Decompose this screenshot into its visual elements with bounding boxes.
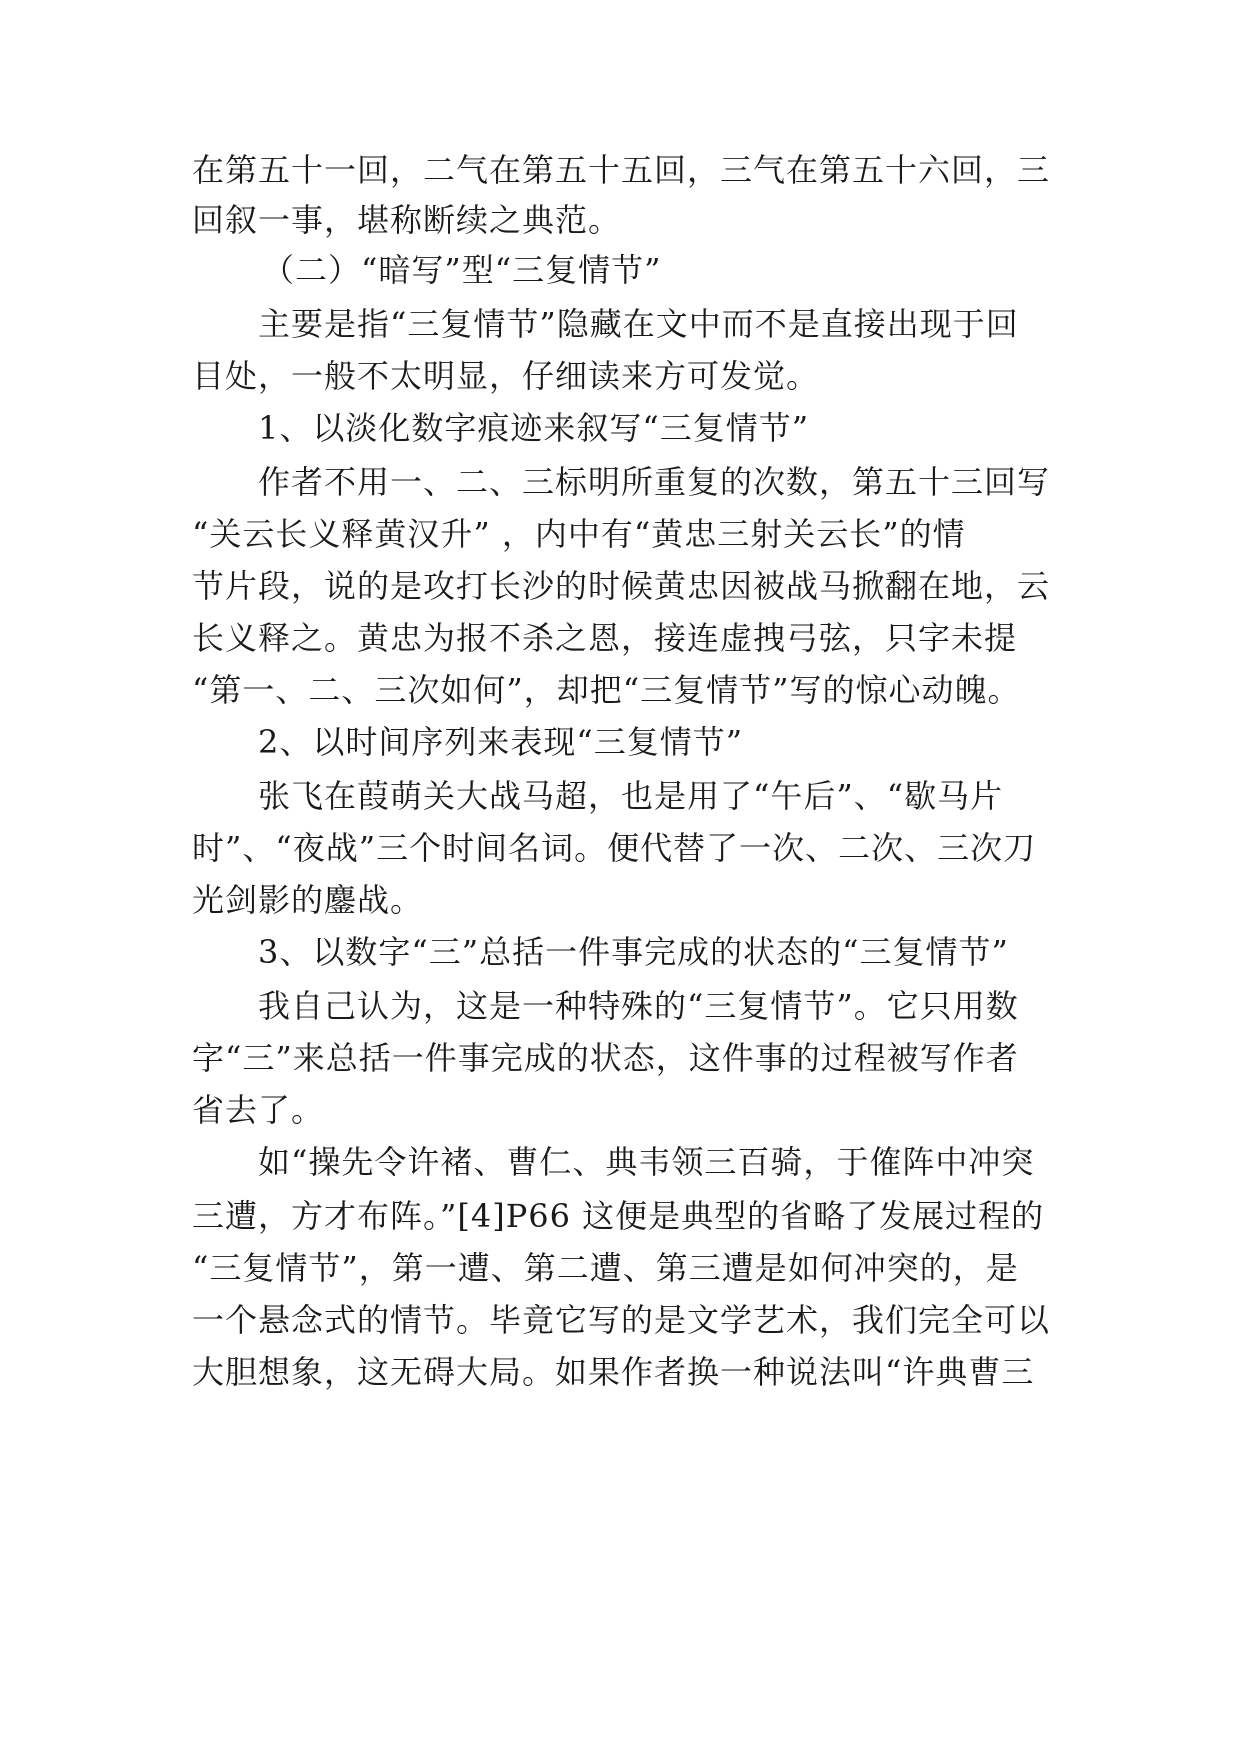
text-line: 字“三”来总括一件事完成的状态，这件事的过程被写作者 xyxy=(192,1039,1019,1077)
text-line: 作者不用一、二、三标明所重复的次数，第五十三回写 xyxy=(258,463,1051,501)
subsection-heading: 1、以淡化数字痕迹来叙写“三复情节” xyxy=(258,409,810,447)
text-line: “三复情节”，第一遭、第二遭、第三遭是如何冲突的，是 xyxy=(192,1249,1019,1287)
text-line: 三遭，方才布阵。”[4]P66 这便是典型的省略了发展过程的 xyxy=(192,1197,1045,1235)
text-line: 时”、“夜战”三个时间名词。便代替了一次、二次、三次刀 xyxy=(192,829,1037,867)
text-line: “第一、二、三次如何”，却把“三复情节”写的惊心动魄。 xyxy=(192,671,1021,709)
text-line: 省去了。 xyxy=(192,1091,325,1129)
text-line: 主要是指“三复情节”隐藏在文中而不是直接出现于回 xyxy=(258,305,1019,343)
subsection-heading: 3、以数字“三”总括一件事完成的状态的“三复情节” xyxy=(258,933,1009,971)
text-line: “关云长义释黄汉升” ，内中有“黄忠三射关云长”的情 xyxy=(192,515,966,553)
text-line: 长义释之。黄忠为报不杀之恩，接连虚拽弓弦，只字未提 xyxy=(192,619,1018,657)
section-heading: （二）“暗写”型“三复情节” xyxy=(262,251,662,289)
text-line: 我自己认为，这是一种特殊的“三复情节”。它只用数 xyxy=(258,987,1019,1025)
text-line: 光剑影的鏖战。 xyxy=(192,881,424,919)
text-line: 节片段，说的是攻打长沙的时候黄忠因被战马掀翻在地，云 xyxy=(192,567,1051,605)
text-line: 张飞在葭萌关大战马超，也是用了“午后”、“歇马片 xyxy=(258,777,1004,815)
text-line: 一个悬念式的情节。毕竟它写的是文学艺术，我们完全可以 xyxy=(192,1301,1051,1339)
text-line: 在第五十一回，二气在第五十五回，三气在第五十六回，三 xyxy=(192,151,1051,189)
text-line: 目处，一般不太明显，仔细读来方可发觉。 xyxy=(192,357,820,395)
text-line: 回叙一事，堪称断续之典范。 xyxy=(192,201,622,239)
text-line: 大胆想象，这无碍大局。如果作者换一种说法叫“许典曹三 xyxy=(192,1353,1035,1391)
subsection-heading: 2、以时间序列来表现“三复情节” xyxy=(258,723,744,761)
text-line: 如“操先令许褚、曹仁、典韦领三百骑，于傕阵中冲突 xyxy=(258,1143,1035,1181)
